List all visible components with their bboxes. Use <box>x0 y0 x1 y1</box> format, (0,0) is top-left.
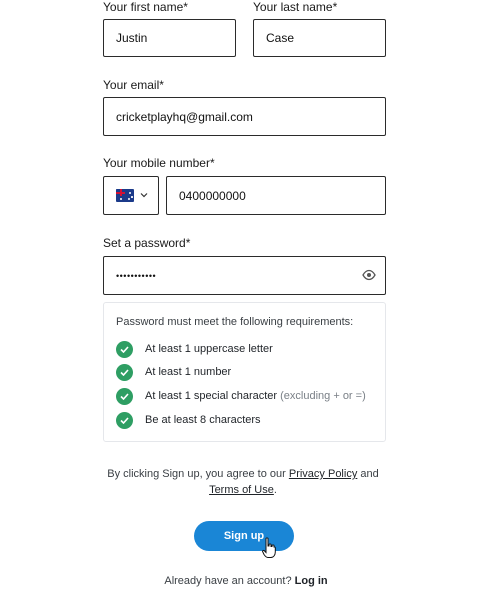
mobile-field[interactable] <box>166 176 386 215</box>
password-field[interactable] <box>103 256 386 295</box>
sign-up-button[interactable]: Sign up <box>194 521 294 551</box>
terms-of-use-link[interactable]: Terms of Use <box>209 484 274 496</box>
requirement-text: At least 1 number <box>145 366 232 378</box>
country-code-select[interactable] <box>103 176 159 215</box>
requirement-text <box>145 390 366 402</box>
requirement-item <box>116 412 376 430</box>
mobile-value: 0400000000 <box>179 188 246 203</box>
chevron-down-icon <box>140 191 148 199</box>
last-name-value: Case <box>266 31 295 45</box>
first-name-field[interactable] <box>103 19 236 57</box>
mobile-label: Your mobile number* <box>103 156 215 170</box>
australia-flag-icon <box>116 189 134 202</box>
check-circle-icon <box>116 412 133 429</box>
terms-and: and <box>360 468 379 480</box>
eye-icon[interactable] <box>362 269 376 281</box>
login-prompt-text: Already have an account? <box>164 575 292 587</box>
privacy-policy-link[interactable]: Privacy Policy <box>288 468 358 480</box>
requirement-main-text: At least 1 special character <box>145 390 278 402</box>
requirement-text: At least 1 uppercase letter <box>145 343 273 355</box>
check-circle-icon <box>116 341 133 358</box>
terms-suffix: . <box>273 484 277 496</box>
login-prompt <box>0 575 492 587</box>
requirements-title: Password must meet the following requirements: <box>116 316 354 328</box>
requirement-item <box>116 364 376 382</box>
terms-prefix: By clicking Sign up, you agree to our <box>107 468 286 480</box>
hand-cursor-icon <box>262 537 276 559</box>
password-value: ••••••••••• <box>116 270 157 281</box>
first-name-label: Your first name* <box>103 0 188 14</box>
email-label: Your email* <box>103 78 164 92</box>
terms-notice <box>88 466 398 498</box>
password-requirements-panel <box>103 302 386 442</box>
check-circle-icon <box>116 364 133 381</box>
email-value: cricketplayhq@gmail.com <box>116 109 253 124</box>
requirement-item <box>116 388 376 406</box>
requirement-item <box>116 341 376 359</box>
last-name-label: Your last name* <box>253 0 338 14</box>
first-name-value: Justin <box>116 31 148 45</box>
log-in-link[interactable]: Log in <box>294 575 328 587</box>
requirement-subtext: (excluding + or =) <box>280 390 366 402</box>
last-name-field[interactable] <box>253 19 386 57</box>
email-field[interactable] <box>103 97 386 136</box>
check-circle-icon <box>116 388 133 405</box>
password-label: Set a password* <box>103 236 191 250</box>
requirement-text: Be at least 8 characters <box>145 414 261 426</box>
